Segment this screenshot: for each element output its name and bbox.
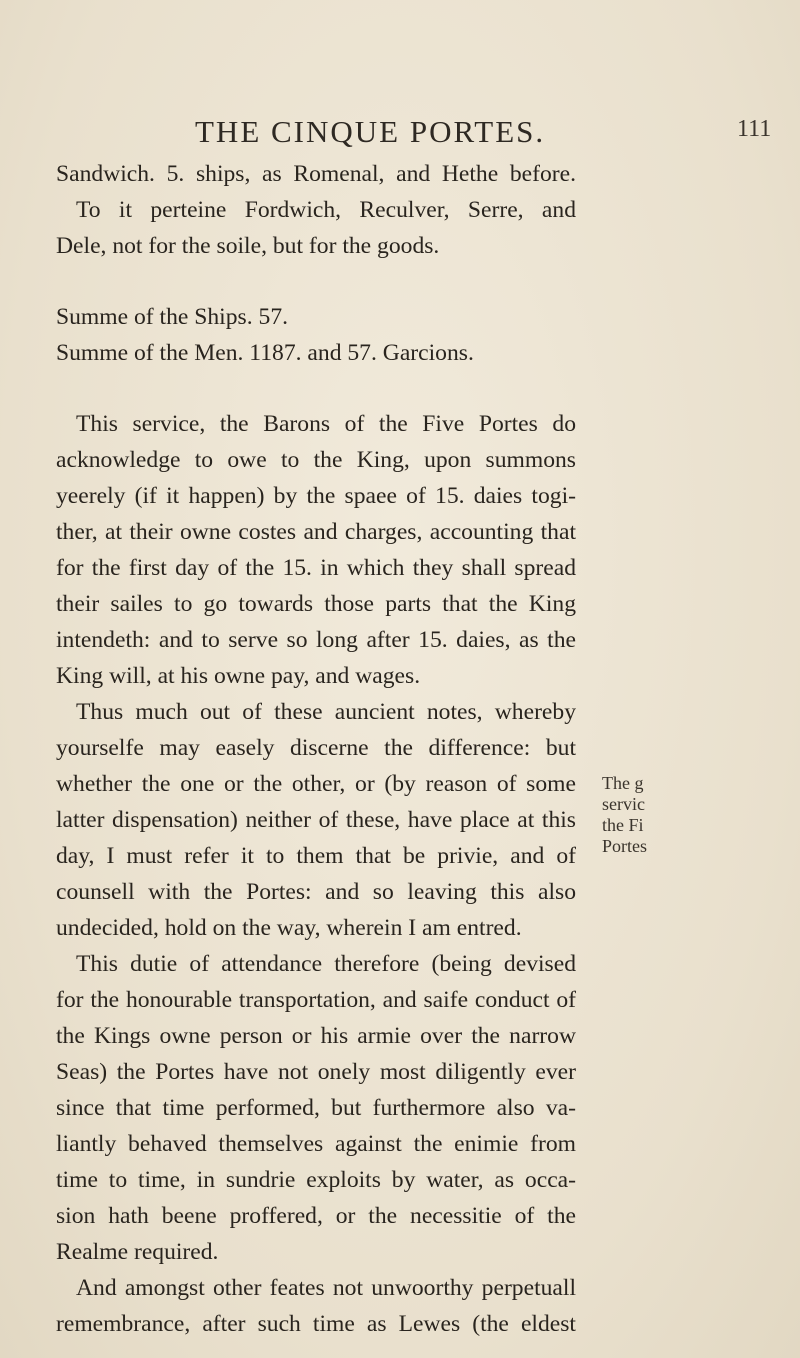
text-line: Realme required. <box>56 1239 219 1265</box>
text-line: remembrance, after such time as Lewes (the eldest <box>56 1311 576 1337</box>
text-line: for the first day of the 15. in which they shall spread <box>56 555 576 581</box>
text-line: undecided, hold on the way, wherein I am entred. <box>56 915 522 941</box>
page-header <box>0 114 800 154</box>
margin-note-line: The g <box>602 773 644 793</box>
margin-note-line: the Fi <box>602 815 644 835</box>
text-line: King will, at his owne pay, and wages. <box>56 663 421 689</box>
text-line: their sailes to go towards those parts that the King <box>56 591 576 617</box>
text-line: ther, at their owne costes and charges, accounting that <box>56 519 576 545</box>
text-line: since that time performed, but furthermore also va- <box>56 1095 576 1121</box>
text-line: yeerely (if it happen) by the spaee of 15. daies togi- <box>56 483 576 509</box>
text-line: whether the one or the other, or (by reason of some <box>56 771 576 797</box>
text-line: Sandwich. 5. ships, as Romenal, and Hethe before. <box>56 161 576 187</box>
margin-note <box>602 773 800 857</box>
text-line: Seas) the Portes have not onely most diligently ever <box>56 1059 576 1085</box>
text-line: Thus much out of these auncient notes, whereby <box>76 699 576 725</box>
text-line: day, I must refer it to them that be privie, and of <box>56 843 576 869</box>
page-number: 111 <box>737 116 772 142</box>
text-line: the Kings owne person or his armie over the narrow <box>56 1023 576 1049</box>
text-line: acknowledge to owe to the King, upon summons <box>56 447 576 473</box>
text-line: yourselfe may easely discerne the difference: but <box>56 735 576 761</box>
text-line: intendeth: and to serve so long after 15. daies, as the <box>56 627 576 653</box>
text-line: for the honourable transportation, and saife conduct of <box>56 987 576 1013</box>
margin-note-line: Portes <box>602 836 647 856</box>
margin-note-line: servic <box>602 794 645 814</box>
text-line: counsell with the Portes: and so leaving this also <box>56 879 576 905</box>
text-line: Dele, not for the soile, but for the goods. <box>56 233 440 259</box>
text-line: This service, the Barons of the Five Portes do <box>76 411 576 437</box>
body-text <box>56 156 576 1342</box>
text-line: To it perteine Fordwich, Reculver, Serre, and <box>76 197 576 223</box>
text-line: This dutie of attendance therefore (being devised <box>76 951 576 977</box>
text-line: Summe of the Men. 1187. and 57. Garcions. <box>56 340 474 366</box>
running-head: THE CINQUE PORTES. <box>195 114 546 149</box>
text-line: latter dispensation) neither of these, have place at this <box>56 807 576 833</box>
text-line: Summe of the Ships. 57. <box>56 304 289 330</box>
text-line: liantly behaved themselves against the enimie from <box>56 1131 576 1157</box>
text-line: time to time, in sundrie exploits by water, as occa- <box>56 1167 576 1193</box>
text-line: And amongst other feates not unwoorthy perpetuall <box>76 1275 576 1301</box>
text-line: sion hath beene proffered, or the necessitie of the <box>56 1203 576 1229</box>
